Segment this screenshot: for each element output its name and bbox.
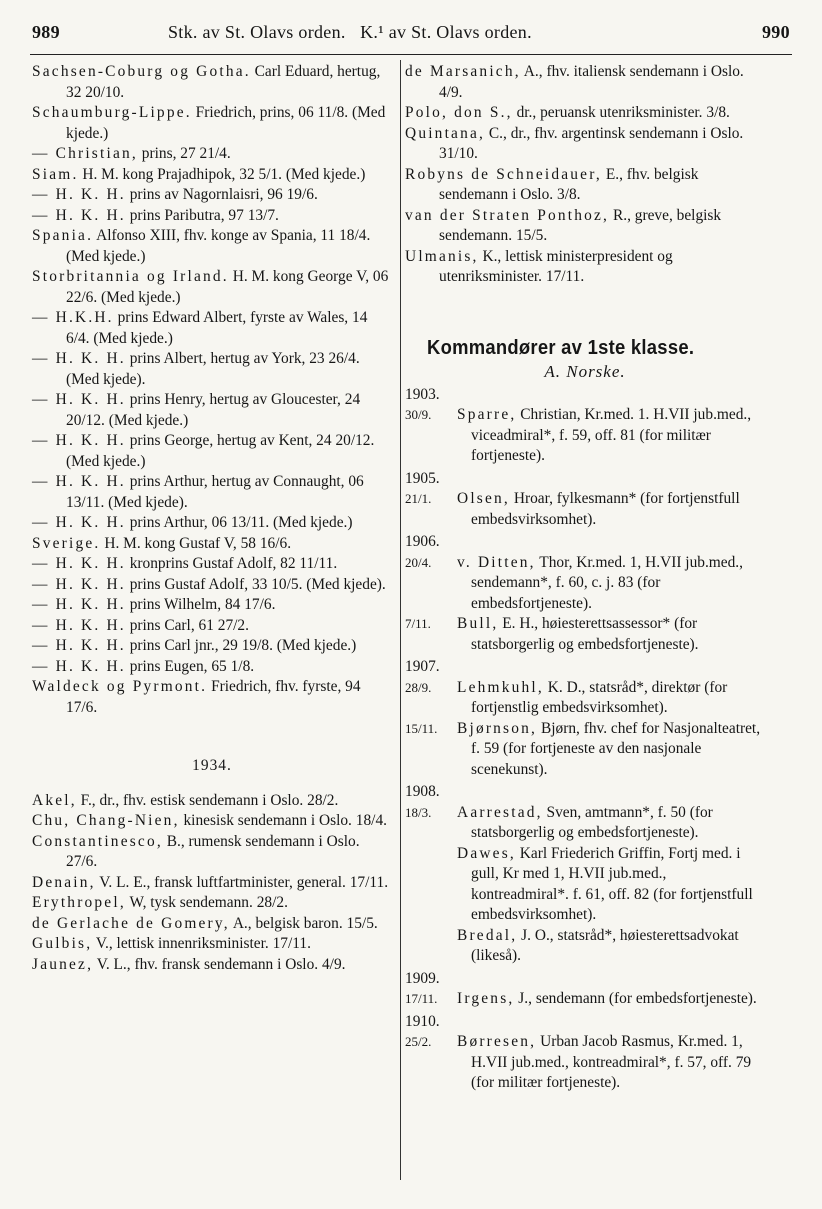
- entry-details: Bjørn, fhv. chef for Nasjonalteatret, f. 59 (for fortjeneste av den nasjonale scenekunst).: [471, 719, 761, 778]
- list-item: [32, 206, 392, 227]
- list-item: [32, 893, 392, 914]
- entry-details: K. D., statsråd*, direktør (for fortjenstlig embedsvirksomhet).: [471, 678, 728, 716]
- entry-text: [457, 803, 765, 844]
- running-head: [168, 22, 768, 43]
- entry-text: prins Albert, hertug av York, 23: [129, 350, 325, 367]
- list-item: [32, 914, 392, 935]
- section-subtitle: A. Norske.: [544, 362, 626, 381]
- list-item: [405, 247, 765, 288]
- entry-text: prins Carl, 61: [129, 616, 214, 634]
- list-item: [32, 832, 392, 873]
- entry-name: Polo, don S.,: [405, 104, 513, 121]
- entry-name: Erythropel,: [32, 894, 126, 911]
- list-item: [32, 791, 392, 812]
- entry-date: 28/9.: [405, 679, 432, 695]
- list-item: [32, 185, 392, 206]
- entry-date: 20/10.: [85, 83, 125, 101]
- left-entries-1: [32, 62, 392, 718]
- list-item: [405, 614, 765, 655]
- entry-text: prins av Nagornlaisri, 96: [129, 186, 283, 203]
- entry-text: prins Arthur, 06: [129, 514, 227, 531]
- column-divider: [400, 60, 401, 1180]
- entry-date: 15/5.: [515, 227, 548, 244]
- entry-text: [457, 489, 765, 530]
- entry-text: H. M. kong Prajadhipok, 32: [82, 165, 255, 183]
- list-item: [32, 595, 392, 616]
- list-item: [405, 103, 765, 124]
- entry-date: 13/11. (Med kjede).: [66, 493, 188, 511]
- entry-text: Friedrich, fhv. fyrste, 94: [211, 678, 361, 695]
- entry-details: Christian, Kr.med. 1. H.VII jub.med., viceadmiral*, f. 59, off. 81 (for militær fortjeneste).: [471, 406, 752, 464]
- list-item: [32, 267, 392, 308]
- entry-text: prins Eugen, 65: [129, 657, 227, 675]
- entry-date: 18/4. (Med kjede.): [66, 227, 371, 265]
- entry-name: Spania.: [32, 227, 94, 244]
- entry-name: — H. K. H.: [32, 575, 126, 593]
- entry-text: [457, 989, 765, 1010]
- list-item: [405, 62, 765, 103]
- right-column: [405, 62, 765, 1094]
- year-heading-1934: 1934.: [192, 757, 232, 774]
- entry-name: Børresen,: [457, 1033, 537, 1050]
- entry-text: prins Wilhelm, 84: [129, 596, 241, 613]
- entry-text: prins George, hertug av Kent, 24: [129, 432, 332, 449]
- entry-text: F., dr., fhv. estisk sendemann i Oslo.: [80, 791, 304, 809]
- entry-date: 28/2.: [307, 791, 339, 809]
- entry-details: J. O., statsråd*, høiesterettsadvokat (likeså).: [471, 926, 739, 964]
- entry-name: Siam.: [32, 165, 79, 183]
- running-head-left: Stk. av St. Olavs orden.: [168, 22, 346, 42]
- entry-name: Sachsen-Coburg og Gotha.: [32, 63, 251, 80]
- entry-date: 25/2.: [405, 1034, 432, 1049]
- entry-text: prins Henry, hertug av Gloucester, 24: [129, 391, 361, 408]
- entry-text: prins Edward Albert, fyrste av Wales, 14: [117, 309, 368, 326]
- entry-text: prins Paributra, 97: [129, 206, 244, 224]
- entry-details: J., sendemann (for embedsfortjeneste).: [518, 990, 757, 1007]
- list-item: [405, 553, 765, 615]
- list-item: [32, 554, 392, 575]
- entry-details: Sven, amtmann*, f. 50 (for statsborgerlig og embedsfortjeneste).: [471, 803, 713, 841]
- entry-date: 20/12. (Med kjede.): [66, 432, 375, 470]
- entry-text: kinesisk sendemann i Oslo.: [183, 812, 352, 829]
- list-item: [32, 472, 392, 513]
- entry-date: 21/1.: [405, 491, 432, 506]
- list-item: [32, 431, 392, 472]
- list-item: [32, 811, 392, 832]
- entry-date: 26/4. (Med kjede).: [66, 350, 360, 388]
- entry-text: [457, 553, 765, 615]
- right-entries-1: [405, 62, 765, 288]
- entry-name: — H. K. H.: [32, 206, 126, 224]
- list-item: [405, 124, 765, 165]
- entry-name: Bull,: [457, 615, 499, 632]
- entry-name: Dawes,: [457, 844, 516, 862]
- year-label: 1910.: [405, 1012, 440, 1030]
- list-item: [32, 616, 392, 637]
- entry-date: 18/4.: [355, 812, 387, 829]
- year-label: 1905.: [405, 469, 440, 487]
- list-item: [32, 657, 392, 678]
- entry-name: — H. K. H.: [32, 473, 126, 490]
- entry-text: B., rumensk sendemann i Oslo.: [166, 832, 360, 850]
- entry-name: Constantinesco,: [32, 832, 163, 850]
- entry-date: 20/4.: [405, 554, 432, 570]
- list-item: [32, 103, 392, 144]
- entry-date: [405, 926, 457, 967]
- entry-name: — H. K. H.: [32, 637, 126, 654]
- entry-date: 11/8. (Med kjede.): [66, 104, 386, 142]
- entry-text: H. M. kong Gustaf V, 58: [104, 534, 256, 552]
- entry-text: dr., peruansk utenriksminister.: [516, 104, 703, 121]
- entry-name: Lehmkuhl,: [457, 678, 544, 696]
- list-item: [32, 934, 392, 955]
- entry-date: 31/10.: [439, 145, 478, 162]
- section-title: Kommandører av 1ste klasse.: [427, 336, 695, 359]
- entry-details: E. H., høiesterettsassessor* (for statsborgerlig og embedsfortjeneste).: [471, 615, 699, 653]
- list-item: [32, 955, 392, 976]
- entry-text: E., fhv. belgisk sendemann i Oslo.: [439, 165, 699, 203]
- entry-name: — H. K. H.: [32, 555, 126, 572]
- header-rule: [30, 54, 792, 55]
- entry-name: — Christian,: [32, 145, 138, 162]
- entry-name: Ulmanis,: [405, 247, 479, 265]
- list-item: [32, 677, 392, 718]
- entry-date: 22/6. (Med kjede.): [66, 288, 181, 306]
- entry-name: v. Ditten,: [457, 553, 536, 571]
- entry-name: — H.K.H.: [32, 309, 114, 326]
- entry-date: 3/8.: [557, 186, 581, 203]
- list-item: [405, 926, 765, 967]
- entry-text: [457, 719, 765, 781]
- entry-date: 5/1. (Med kjede.): [258, 165, 366, 183]
- entry-text: C., dr., fhv. argentinsk sendemann i Oslo.: [488, 124, 744, 142]
- entry-name: Denain,: [32, 873, 96, 891]
- entry-date: 4/9.: [321, 955, 346, 973]
- entry-text: R., greve, belgisk sendemann.: [439, 206, 722, 244]
- entry-date: 13/11. (Med kjede.): [230, 514, 353, 531]
- list-item: [405, 803, 765, 844]
- entry-date: 10/5. (Med kjede).: [271, 575, 386, 593]
- list-item: [405, 1032, 765, 1094]
- entry-date: 21/4.: [199, 145, 231, 162]
- entry-date: 1/8.: [230, 657, 255, 675]
- entry-text: V. L. E., fransk luftfartminister, general.: [99, 873, 346, 891]
- entry-name: — H. K. H.: [32, 616, 126, 634]
- entry-text: [457, 844, 765, 926]
- entry-text: prins, 27: [141, 145, 196, 162]
- list-item: [32, 513, 392, 534]
- entry-name: — H. K. H.: [32, 186, 126, 203]
- list-item: [405, 165, 765, 206]
- entry-text: prins Carl jnr., 29: [129, 637, 238, 654]
- entry-date: 6/4. (Med kjede.): [66, 329, 173, 347]
- entry-name: Gulbis,: [32, 935, 93, 952]
- entry-date: [405, 844, 457, 926]
- entry-name: — H. K. H.: [32, 514, 126, 531]
- list-item: [32, 575, 392, 596]
- entry-date: 17/11.: [272, 935, 311, 952]
- entry-date: 17/11.: [405, 991, 438, 1006]
- entry-text: kronprins Gustaf Adolf, 82: [129, 555, 296, 572]
- entry-text: Carl Eduard, hertug, 32: [66, 63, 381, 101]
- entry-text: H. M. kong George V, 06: [232, 268, 389, 285]
- entry-text: prins Arthur, hertug av Connaught, 06: [129, 473, 364, 490]
- entry-date: 13/7.: [247, 206, 279, 224]
- entry-name: Chu, Chang-Nien,: [32, 812, 180, 829]
- entry-text: [457, 1032, 765, 1094]
- left-entries-2: [32, 791, 392, 976]
- list-item: [32, 62, 392, 103]
- entry-details: Hroar, fylkesmann* (for fortjenstfull embedsvirksomhet).: [471, 490, 740, 528]
- entry-name: — H. K. H.: [32, 596, 126, 613]
- entry-date: 20/12. (Med kjede.): [66, 411, 189, 429]
- list-item: [32, 308, 392, 349]
- entry-date: 17/6.: [244, 596, 276, 613]
- entry-date: 15/11.: [405, 720, 438, 736]
- list-item: [405, 678, 765, 719]
- entry-name: Aarrestad,: [457, 803, 543, 821]
- entry-date: 17/6.: [66, 698, 98, 716]
- entry-name: Bredal,: [457, 926, 518, 944]
- list-item: [405, 405, 765, 467]
- list-item: [32, 144, 392, 165]
- entry-name: Sparre,: [457, 406, 517, 423]
- entry-date: 27/2.: [217, 616, 249, 634]
- list-item: [405, 844, 765, 926]
- entry-text: [457, 405, 765, 467]
- list-item: [32, 636, 392, 657]
- entry-date: 7/11.: [405, 616, 431, 631]
- list-item: [405, 206, 765, 247]
- entry-name: Irgens,: [457, 990, 515, 1007]
- list-item: [32, 165, 392, 186]
- year-label: 1903.: [405, 385, 440, 403]
- list-item: [32, 873, 392, 894]
- entry-name: — H. K. H.: [32, 432, 126, 449]
- list-item: [405, 989, 765, 1010]
- entry-date: 19/8. (Med kjede.): [241, 637, 357, 654]
- entry-text: Friedrich, prins, 06: [195, 104, 314, 121]
- year-label: 1908.: [405, 783, 440, 800]
- entry-date: 3/8.: [706, 104, 730, 121]
- entry-text: A., fhv. italiensk sendemann i Oslo.: [523, 63, 744, 80]
- entry-name: Waldeck og Pyrmont.: [32, 678, 208, 695]
- entry-name: — H. K. H.: [32, 657, 126, 675]
- entry-name: Quintana,: [405, 124, 486, 142]
- entry-name: Bjørnson,: [457, 719, 538, 737]
- list-item: [32, 390, 392, 431]
- entry-name: Jaunez,: [32, 955, 94, 973]
- entry-text: [457, 678, 765, 719]
- entry-details: Urban Jacob Rasmus, Kr.med. 1, H.VII jub.med., kontreadmiral*, f. 57, off. 79 (for militær fortjeneste).: [471, 1033, 752, 1091]
- entry-name: de Gerlache de Gomery,: [32, 914, 230, 932]
- year-label: 1906.: [405, 533, 440, 550]
- page-number-right: 990: [762, 22, 790, 42]
- entry-name: van der Straten Ponthoz,: [405, 206, 610, 224]
- entry-name: — H. K. H.: [32, 350, 126, 367]
- entry-text: prins Gustaf Adolf, 33: [129, 575, 268, 593]
- entry-text: W, tysk sendemann.: [129, 894, 253, 911]
- year-label: 1909.: [405, 969, 440, 987]
- entry-text: K., lettisk ministerpresident og utenriksminister.: [439, 247, 673, 285]
- entry-date: 17/11.: [349, 873, 389, 891]
- page-number-left: 989: [32, 22, 60, 42]
- left-column: [32, 62, 392, 975]
- entry-date: 11/11.: [299, 555, 338, 572]
- entry-date: 18/3.: [405, 804, 432, 820]
- entry-date: 27/6.: [66, 853, 98, 870]
- entry-details: Thor, Kr.med. 1, H.VII jub.med., sendemann*, f. 60, c. j. 83 (for embedsfortjeneste).: [471, 553, 743, 612]
- entry-text: Alfonso XIII, fhv. konge av Spania, 11: [96, 227, 336, 244]
- list-item: [32, 226, 392, 267]
- entry-name: Robyns de Schneidauer,: [405, 165, 602, 183]
- entry-date: 16/6.: [259, 534, 292, 552]
- entry-name: Storbritannia og Irland.: [32, 268, 229, 285]
- entry-text: [457, 614, 765, 655]
- list-item: [405, 489, 765, 530]
- entry-name: de Marsanich,: [405, 63, 521, 80]
- entry-name: — H. K. H.: [32, 391, 126, 408]
- entry-date: 19/6.: [286, 186, 318, 203]
- entry-name: Olsen,: [457, 490, 510, 507]
- entry-details: Karl Friederich Griffin, Fortj med. i gull, Kr med 1, H.VII jub.med., kontreadmiral*. f. 61, off. 82 (for fortjenstfull embedsvirksomhet).: [471, 844, 753, 923]
- entry-name: Schaumburg-Lippe.: [32, 104, 192, 121]
- entry-date: 30/9.: [405, 407, 432, 422]
- entry-text: V., lettisk innenriksminister.: [95, 935, 269, 952]
- entry-name: Akel,: [32, 791, 77, 809]
- entry-date: 15/5.: [346, 914, 378, 932]
- entry-name: Sverige.: [32, 534, 101, 552]
- entry-date: 4/9.: [439, 83, 463, 101]
- list-item: [405, 719, 765, 781]
- list-item: [32, 349, 392, 390]
- list-item: [32, 534, 392, 555]
- running-head-right: K.¹ av St. Olavs orden.: [360, 22, 532, 42]
- entry-text: A., belgisk baron.: [232, 914, 343, 932]
- entry-date: 17/11.: [545, 268, 585, 285]
- entry-text: V. L., fhv. fransk sendemann i Oslo.: [96, 955, 319, 973]
- commander-list: [405, 385, 765, 1094]
- entry-date: 28/2.: [256, 894, 288, 911]
- entry-text: [457, 926, 765, 967]
- year-label: 1907.: [405, 658, 440, 675]
